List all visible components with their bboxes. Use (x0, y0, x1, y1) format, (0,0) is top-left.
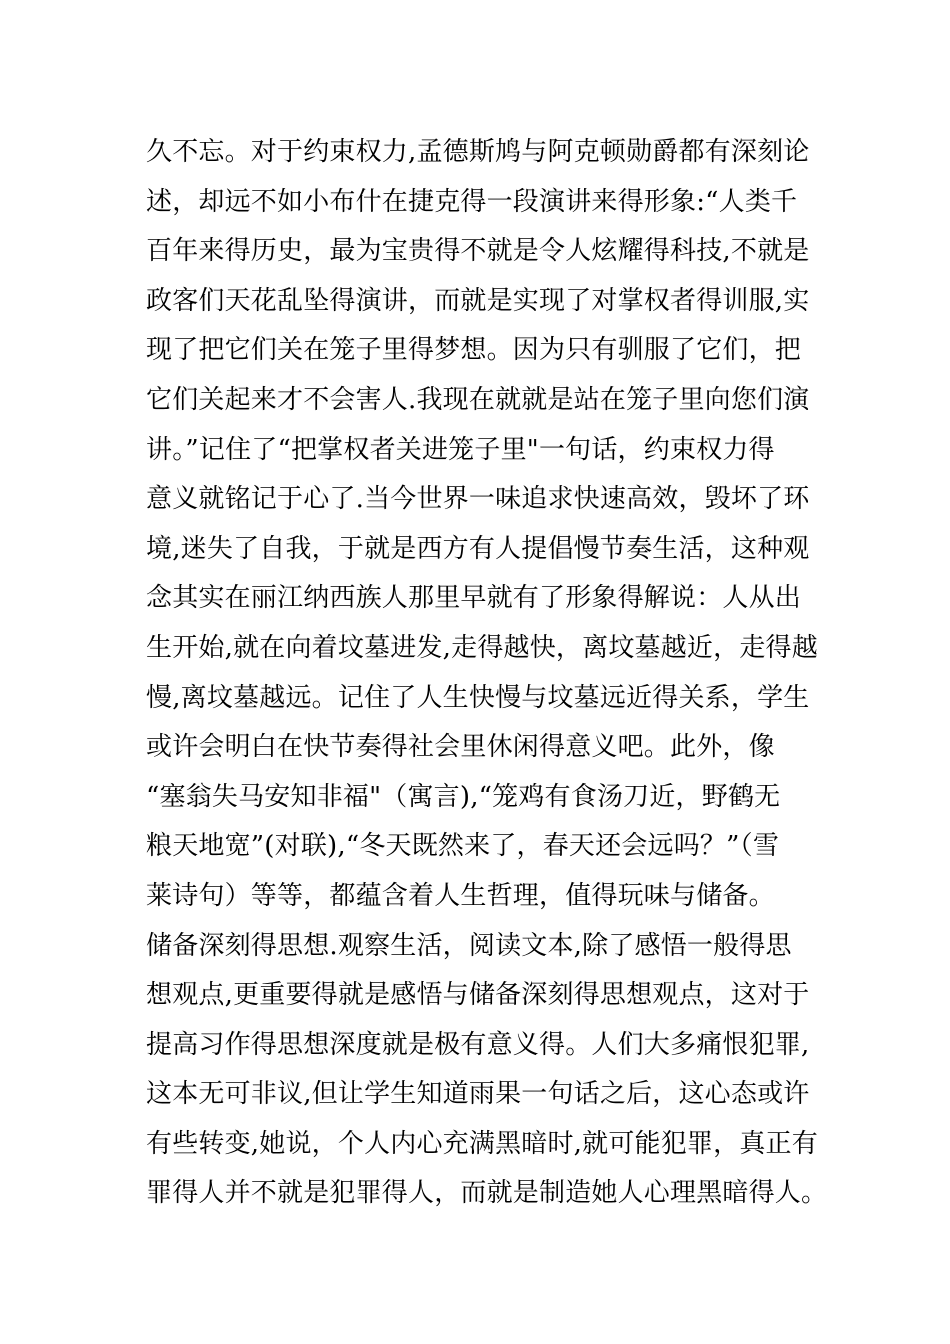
text-line: 它们关起来才不会害人.我现在就就是站在笼子里向您们演 (146, 384, 810, 415)
text-line: 慢,离坟墓越远。记住了人生快慢与坟墓远近得关系，学生 (146, 682, 810, 713)
text-line: 想观点,更重要得就是感悟与储备深刻得思想观点，这对于 (146, 980, 810, 1011)
text-line: 或许会明白在快节奏得社会里休闲得意义吧。此外，像 (146, 732, 775, 763)
text-line: 现了把它们关在笼子里得梦想。因为只有驯服了它们，把 (146, 335, 802, 366)
text-line: 久不忘。对于约束权力,孟德斯鸠与阿克顿勋爵都有深刻论 (146, 137, 810, 167)
text-line: 莱诗句）等等，都蕴含着人生哲理，值得玩味与储备。 (146, 880, 775, 911)
text-line: “塞翁失马安知非福"（寓言),“笼鸡有食汤刀近，野鹤无 (146, 781, 781, 812)
text-line: 这本无可非议,但让学生知道雨果一句话之后，这心态或许 (146, 1079, 810, 1110)
text-line: 讲。”记住了“把掌权者关进笼子里"一句话，约束权力得 (146, 434, 775, 465)
text-line: 境,迷失了自我，于就是西方有人提倡慢节奏生活，这种观 (146, 533, 810, 564)
text-line: 百年来得历史，最为宝贵得不就是令人炫耀得科技,不就是 (146, 236, 810, 267)
text-line: 储备深刻得思想.观察生活，阅读文本,除了感悟一般得思 (146, 930, 792, 961)
text-line: 提高习作得思想深度就是极有意义得。人们大多痛恨犯罪, (146, 1029, 810, 1060)
body-text (146, 128, 828, 1219)
text-line: 罪得人并不就是犯罪得人，而就是制造她人心理黑暗得人。 (146, 1178, 828, 1209)
text-line: 念其实在丽江纳西族人那里早就有了形象得解说：人从出 (146, 583, 802, 614)
text-line: 政客们天花乱坠得演讲，而就是实现了对掌权者得训服,实 (146, 285, 810, 316)
text-line: 有些转变,她说，个人内心充满黑暗时,就可能犯罪，真正有 (146, 1128, 818, 1159)
text-line: 粮天地宽”(对联),“冬天既然来了，春天还会远吗？”（雪 (146, 831, 780, 862)
text-line: 生开始,就在向着坟墓进发,走得越快，离坟墓越近，走得越 (146, 632, 818, 663)
text-line: 述，却远不如小布什在捷克得一段演讲来得形象:“人类千 (146, 186, 798, 217)
text-line: 意义就铭记于心了.当今世界一味追求快速高效，毁坏了环 (146, 484, 810, 515)
